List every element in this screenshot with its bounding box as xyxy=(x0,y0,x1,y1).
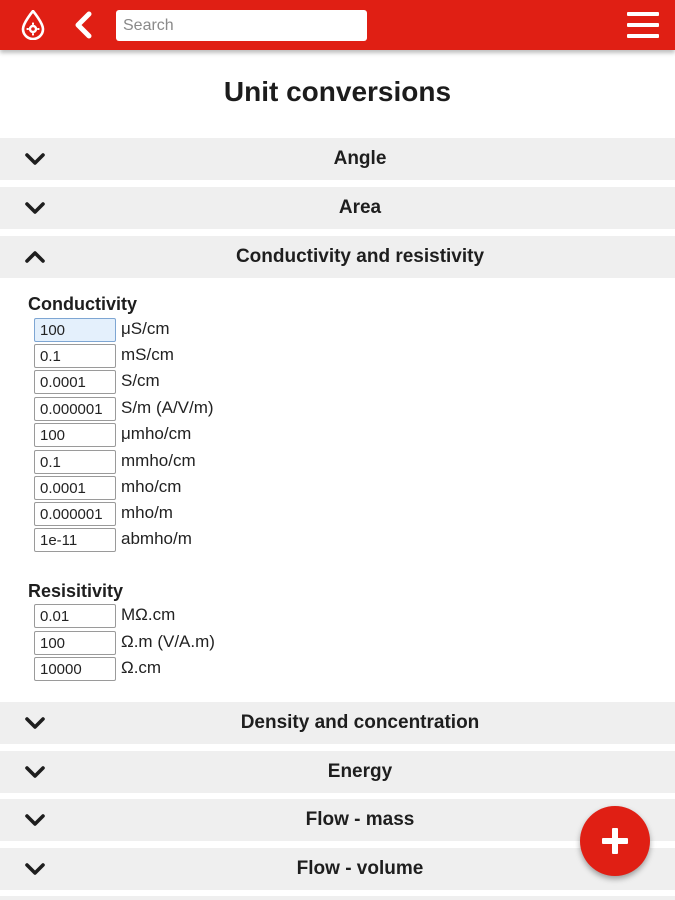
conductivity-value-field[interactable] xyxy=(34,318,116,342)
conductivity-value-field[interactable] xyxy=(34,397,116,421)
accordion-area[interactable] xyxy=(0,187,675,229)
conductivity-value-field[interactable] xyxy=(34,370,116,394)
search-input[interactable] xyxy=(116,10,367,41)
conductivity-value-field[interactable] xyxy=(34,476,116,500)
unit-label: mS/cm xyxy=(121,345,174,364)
accordion-label: Flow - volume xyxy=(296,858,424,879)
resistivity-value-field[interactable] xyxy=(34,631,116,655)
accordion-flow-mass[interactable] xyxy=(0,799,675,841)
unit-label: MΩ.cm xyxy=(121,605,176,624)
conductivity-value-field[interactable] xyxy=(34,450,116,474)
unit-label: S/cm xyxy=(121,371,160,390)
accordion-label: Conductivity and resistivity xyxy=(235,246,485,267)
top-app-bar xyxy=(0,0,675,50)
plus-icon xyxy=(601,827,629,855)
accordion-conductivity-resistivity[interactable] xyxy=(0,236,675,278)
unit-label: Ω.cm xyxy=(121,658,162,677)
unit-label: mmho/cm xyxy=(121,451,196,470)
accordion-energy[interactable] xyxy=(0,751,675,793)
unit-label: abmho/m xyxy=(121,529,192,548)
resistivity-value-field[interactable] xyxy=(34,604,116,628)
unit-label: Ω.m (V/A.m) xyxy=(121,632,215,651)
unit-label: mho/cm xyxy=(121,477,182,496)
unit-label: μmho/cm xyxy=(121,424,192,443)
page-title: Unit conversions xyxy=(223,76,452,107)
accordion-density-concentration[interactable] xyxy=(0,702,675,744)
conductivity-value-field[interactable] xyxy=(34,528,116,552)
conductivity-heading: Conductivity xyxy=(28,294,138,314)
chevron-left-icon[interactable] xyxy=(72,11,94,39)
resistivity-heading: Resisitivity xyxy=(28,581,124,601)
add-button[interactable] xyxy=(580,806,650,876)
accordion-label: Angle xyxy=(333,148,387,169)
accordion-label: Area xyxy=(338,197,382,218)
accordion-angle[interactable] xyxy=(0,138,675,180)
accordion-label: Flow - mass xyxy=(305,809,415,830)
accordion-flow-volume[interactable] xyxy=(0,848,675,890)
conductivity-value-field[interactable] xyxy=(34,502,116,526)
unit-label: mho/m xyxy=(121,503,173,522)
hamburger-menu-icon[interactable] xyxy=(627,12,659,38)
accordion-label: Energy xyxy=(327,761,393,782)
unit-label: μS/cm xyxy=(121,319,170,338)
unit-label: S/m (A/V/m) xyxy=(121,398,214,417)
conductivity-value-field[interactable] xyxy=(34,423,116,447)
accordion-label: Density and concentration xyxy=(240,712,480,733)
resistivity-value-field[interactable] xyxy=(34,657,116,681)
conductivity-value-field[interactable] xyxy=(34,344,116,368)
drop-gear-logo-icon[interactable] xyxy=(18,10,48,40)
accordion-next-partial xyxy=(0,896,675,900)
